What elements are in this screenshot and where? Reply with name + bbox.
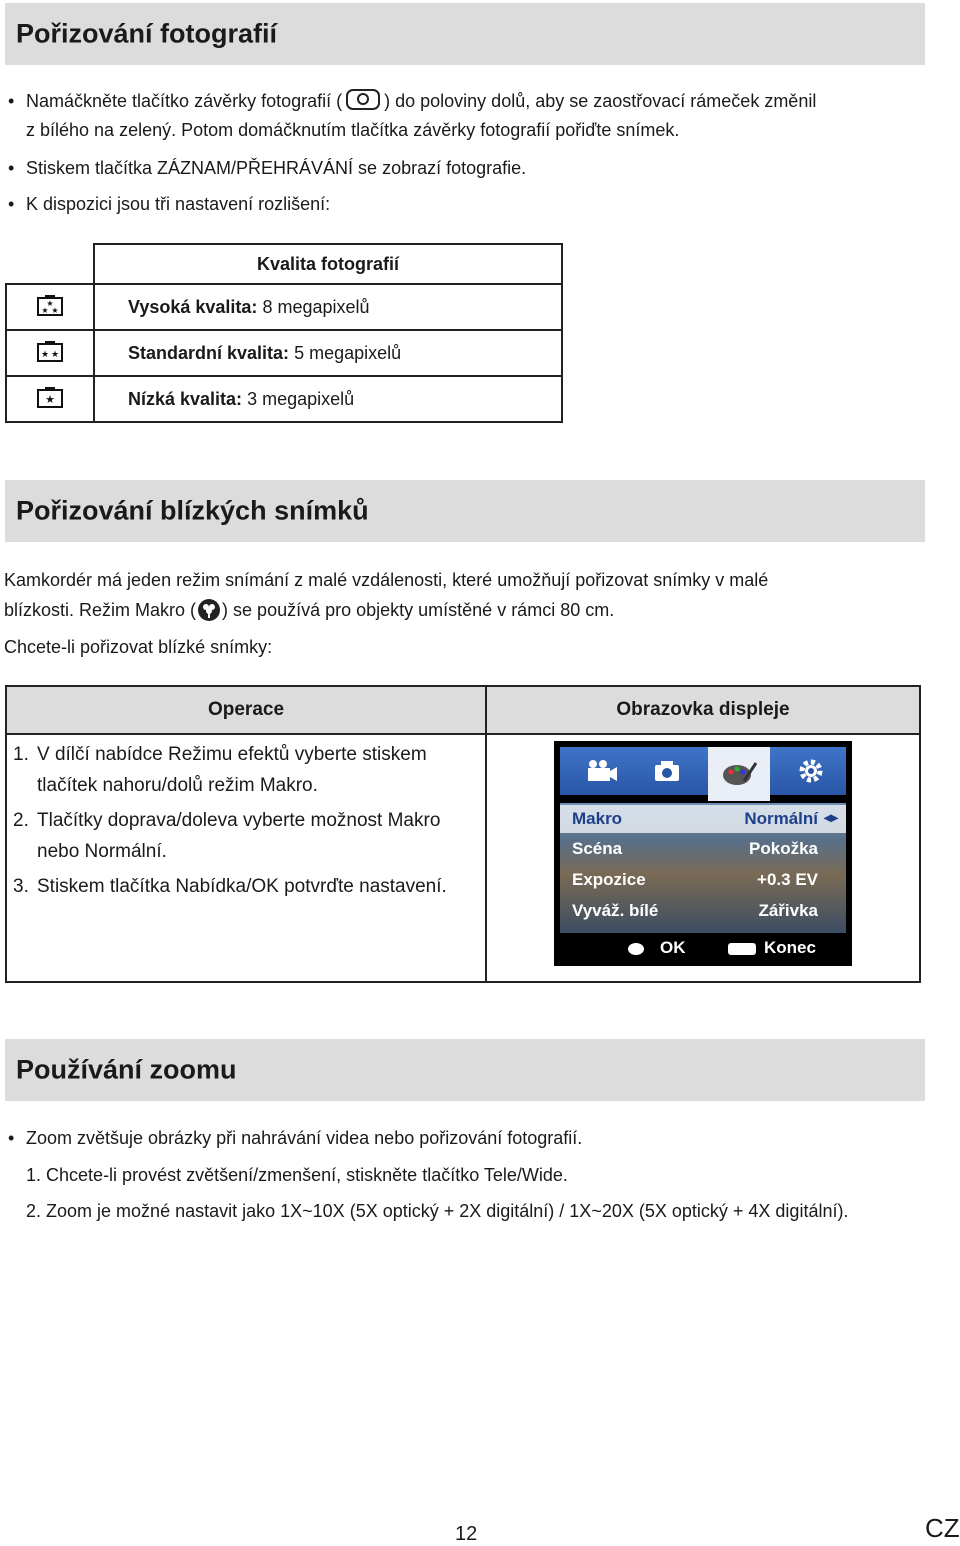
bullet-item: • Zoom zvětšuje obrázky při nahrávání videa nebo pořizování fotografií. xyxy=(8,1128,583,1148)
camera-one-star-icon xyxy=(37,386,63,408)
video-camera-icon xyxy=(582,757,620,785)
step-item: 3. Stiskem tlačítka Nabídka/OK potvrďte nastavení. xyxy=(13,876,447,897)
section-title: Používání zoomu xyxy=(16,1054,237,1085)
left-right-arrows-icon: ◂▸ xyxy=(823,809,838,825)
camera-two-stars-icon xyxy=(37,340,63,362)
step-item: 1. V dílčí nabídce Režimu efektů vyberte stiskem tlačítek nahoru/dolů režim Makro. xyxy=(13,744,427,796)
menu-row-exposure[interactable]: Expozice +0.3 EV xyxy=(572,870,818,889)
back-button-icon xyxy=(728,943,756,955)
svg-text:★: ★ xyxy=(46,298,54,308)
bullet-item: • Namáčkněte tlačítko závěrky fotografií ( ) do poloviny dolů, aby se zaostřovací rámeček změnil xyxy=(8,91,817,111)
language-code: CZ xyxy=(925,1513,960,1543)
paragraph: blízkosti. Režim Makro ( ) se používá pro objekty umístěné v rámci 80 cm. xyxy=(4,600,615,620)
menu-list xyxy=(560,803,846,933)
photo-camera-icon xyxy=(648,757,686,785)
numbered-item: 1. Chcete-li provést zvětšení/zmenšení, stiskněte tlačítko Tele/Wide. xyxy=(26,1165,568,1185)
section-title: Pořizování blízkých snímků xyxy=(16,495,369,526)
svg-text:★: ★ xyxy=(45,393,55,406)
effects-palette-icon xyxy=(720,759,758,787)
steps-cell xyxy=(6,734,486,982)
menu-row-white-balance[interactable]: Vyváž. bílé Zářivka xyxy=(572,901,818,920)
bullet-continuation: z bílého na zelený. Potom domáčknutím tlačítka závěrky fotografií pořiďte snímek. xyxy=(26,120,680,140)
shutter-camera-icon xyxy=(346,89,380,110)
section-title: Pořizování fotografií xyxy=(16,18,278,49)
camera-menu-screenshot xyxy=(554,741,852,966)
page-number: 12 xyxy=(455,1523,478,1545)
table-row: ★ ★ Standardní kvalita: 5 megapixelů xyxy=(6,330,562,376)
table-row: ★ ★ ★ Vysoká kvalita: 8 megapixelů xyxy=(6,284,562,330)
svg-text:★: ★ xyxy=(41,305,49,315)
active-tab xyxy=(708,747,770,801)
menu-row-macro[interactable]: Makro Normální ◂▸ xyxy=(560,805,846,833)
end-label: Konec xyxy=(764,938,816,957)
table-row: ★ Nízká kvalita: 3 megapixelů xyxy=(6,376,562,422)
camera-three-stars-icon xyxy=(37,294,63,316)
bullet-item: • K dispozici jsou tři nastavení rozlišení: xyxy=(8,194,331,214)
section-header-macro xyxy=(5,480,925,542)
display-header: Obrazovka displeje xyxy=(486,686,920,734)
ok-button-icon xyxy=(628,943,644,955)
paragraph: Chcete-li pořizovat blízké snímky: xyxy=(4,637,273,657)
numbered-item: 2. Zoom je možné nastavit jako 1X~10X (5X optický + 2X digitální) / 1X~20X (5X optický + 4X digitální). xyxy=(26,1201,849,1221)
section-header-zoom xyxy=(5,1039,925,1101)
settings-gear-icon xyxy=(792,757,830,785)
operations-header: Operace xyxy=(6,686,486,734)
menu-row-scene[interactable]: Scéna Pokožka xyxy=(572,839,818,858)
section-header-photos xyxy=(5,3,925,65)
quality-table-header: Kvalita fotografií xyxy=(94,244,562,284)
bullet-item: • Stiskem tlačítka ZÁZNAM/PŘEHRÁVÁNÍ se zobrazí fotografie. xyxy=(8,158,527,178)
svg-text:★: ★ xyxy=(51,305,59,315)
paragraph: Kamkordér má jeden režim snímání z malé vzdálenosti, které umožňují pořizovat snímky v malé xyxy=(4,570,769,590)
svg-text:★: ★ xyxy=(40,348,50,359)
menu-tab-bar xyxy=(560,747,846,795)
step-item: 2. Tlačítky doprava/doleva vyberte možnost Makro nebo Normální. xyxy=(13,810,441,862)
ok-label: OK xyxy=(660,938,686,957)
quality-table xyxy=(5,243,563,423)
menu-footer xyxy=(560,937,846,961)
macro-flower-icon xyxy=(198,599,220,621)
svg-text:★: ★ xyxy=(50,348,60,359)
